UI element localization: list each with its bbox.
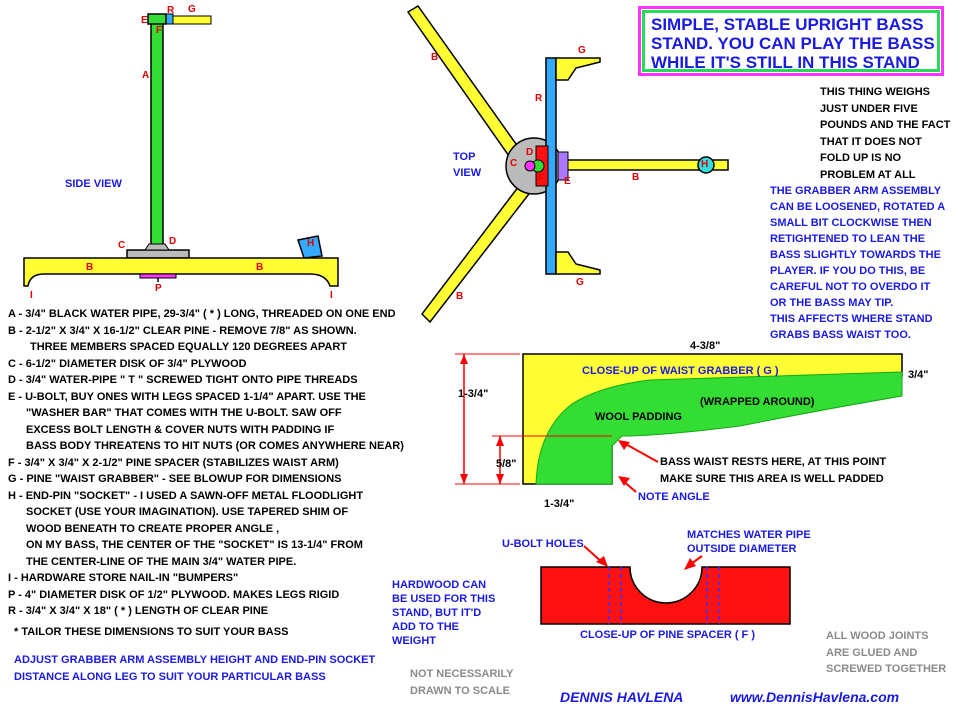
side-label-e: E [141,15,148,26]
part-h-cont-2: WOOD BENEATH TO CREATE PROPER ANGLE , [26,522,280,535]
side-view-drawing [24,14,338,286]
spacer-body [541,567,790,624]
parts-list [8,306,404,620]
rest-note: BASS WAIST RESTS HERE, AT THIS POINT MAKE SURE THIS AREA IS WELL PADDED [660,456,887,485]
part-b-cont: THREE MEMBERS SPACED EQUALLY 120 DEGREES APART [30,341,348,353]
leg-b-top-1 [408,6,526,166]
angle-note: NOTE ANGLE [638,491,710,503]
part-h-cont-4: THE CENTER-LINE OF THE MAIN 3/4" WATER PIPE. [26,555,297,568]
side-label-d: D [169,236,177,247]
wrapped-label: (WRAPPED AROUND) [700,396,815,408]
ubolt-label: U-BOLT HOLES [502,538,584,550]
side-label-p: P [155,283,162,294]
dim-top: 4-3/8" [690,340,721,352]
dim-bottom: 1-3/4" [544,498,575,510]
top-label-b3: B [632,172,640,183]
disk-p-side [140,274,176,278]
dim-right: 3/4" [908,369,929,381]
not-to-scale-note: NOT NECESSARILY DRAWN TO SCALE [410,668,514,697]
top-label-e: E [564,176,571,187]
dim-small: 5/8" [496,458,517,470]
side-label-b1: B [86,262,94,273]
side-label-c: C [118,240,126,251]
pine-spacer-closeup [541,546,790,624]
part-e-cont-1: "WASHER BAR" THAT COMES WITH THE U-BOLT. SAW OFF [26,407,342,419]
side-label-b2: B [256,262,264,273]
padding-label: WOOL PADDING [595,411,682,423]
leg-b-top-2 [422,182,532,322]
part-e-cont-2: EXCESS BOLT LENGTH & COVER NUTS WITH PADDING IF [26,423,335,436]
top-label-f: F [538,173,545,184]
top-view-caption: TOP VIEW [453,151,482,179]
waist-grabber-title: CLOSE-UP OF WAIST GRABBER ( G ) [582,365,779,377]
part-a: A - 3/4" BLACK WATER PIPE, 29-3/4" ( * ) LONG, THREADED ON ONE END [8,308,396,320]
side-label-g: G [188,4,196,15]
pipe-t-d-side [145,244,169,250]
side-label-a: A [142,70,150,81]
side-label-r: R [167,5,175,16]
part-f: F - 3/4" X 3/4" X 2-1/2" PINE SPACER (STABILIZES WAIST ARM) [8,456,339,469]
top-label-h: H [701,159,709,170]
top-label-c: C [510,158,518,169]
disk-c-side [127,250,189,258]
weight-note: THIS THING WEIGHS JUST UNDER FIVE POUNDS AND THE FACT THAT IT DOES NOT FOLD UP IS NO PROBLEM AT ALL [820,86,951,181]
side-view-caption: SIDE VIEW [65,178,122,190]
top-label-b1: B [431,52,439,63]
legs-b-side [24,258,338,286]
title-line-3: WHILE IT'S STILL IN THIS STAND [651,53,920,72]
top-label-d: D [526,147,534,158]
top-label-g1: G [578,45,586,56]
grabber-g-top-2 [556,252,600,274]
title-box [638,6,944,76]
top-label-g2: G [576,277,584,288]
pipe-a [151,22,163,248]
pipe-top-fitting [148,14,166,24]
part-e-cont-3: BASS BODY THREATENS TO HIT NUTS (OR COMES ANYWHERE NEAR) [26,440,404,452]
match-note: MATCHES WATER PIPE OUTSIDE DIAMETER [687,529,811,555]
part-b: B - 2-1/2" X 3/4" X 16-1/2" CLEAR PINE - REMOVE 7/8" AS SHOWN. [8,324,357,337]
glue-note: ALL WOOD JOINTS ARE GLUED AND SCREWED TOGETHER [826,630,947,675]
part-i: I - HARDWARE STORE NAIL-IN "BUMPERS" [8,572,239,584]
side-label-i1: I [30,290,33,301]
part-r: R - 3/4" X 3/4" X 18" ( * ) LENGTH OF CLEAR PINE [8,605,269,617]
part-d: D - 3/4" WATER-PIPE " T " SCREWED TIGHT ONTO PIPE THREADS [8,374,358,386]
part-h-cont-3: ON MY BASS, THE CENTER OF THE "SOCKET" IS 13-1/4" FROM [26,539,363,551]
part-h: H - END-PIN "SOCKET" - I USED A SAWN-OFF METAL FLOODLIGHT [8,489,364,502]
part-g: G - PINE "WAIST GRABBER" - SEE BLOWUP FOR DIMENSIONS [8,473,342,485]
grabber-note: THE GRABBER ARM ASSEMBLY CAN BE LOOSENED, ROTATED A SMALL BIT CLOCKWISE THEN RETIGHTENED TO LEAN THE BASS SLIGHTLY TOWARDS THE PLAYER. IF YOU DO THIS, BE CAREFUL NOT TO OVERDO IT OR THE BASS MAY TIP. THIS AFFECTS WHERE STAND GRABS BASS WAIST TOO. [770,185,946,341]
adjust-note: ADJUST GRABBER ARM ASSEMBLY HEIGHT AND END-PIN SOCKET DISTANCE ALONG LEG TO SUIT YOUR PARTICULAR BASS [14,654,376,683]
part-e: E - U-BOLT, BUY ONES WITH LEGS SPACED 1-1/4" APART. USE THE [8,390,366,403]
author-name: DENNIS HAVLENA [560,689,684,705]
part-p: P - 4" DIAMETER DISK OF 1/2" PLYWOOD. MAKES LEGS RIGID [8,588,340,601]
grabber-g-top-1 [556,58,600,80]
top-label-r: R [535,93,543,104]
side-label-i2: I [330,290,333,301]
part-c: C - 6-1/2" DIAMETER DISK OF 3/4" PLYWOOD [8,357,247,370]
hardwood-note: HARDWOOD CAN BE USED FOR THIS STAND, BUT IT'D ADD TO THE WEIGHT [392,579,496,647]
side-label-h: H [307,238,315,249]
g-block-side [171,16,211,24]
dim-left: 1-3/4" [458,388,489,400]
spacer-caption: CLOSE-UP OF PINE SPACER ( F ) [580,629,755,641]
website-link[interactable]: www.DennisHavlena.com [730,689,900,705]
title-line-2: STAND. YOU CAN PLAY THE BASS [651,34,935,53]
side-label-f: F [156,25,163,36]
top-label-b2: B [456,291,464,302]
title-line-1: SIMPLE, STABLE UPRIGHT BASS [651,15,924,34]
tailor-note: * TAILOR THESE DIMENSIONS TO SUIT YOUR BASS [14,626,289,638]
part-h-cont-1: SOCKET (USE YOUR IMAGINATION). USE TAPERED SHIM OF [26,506,349,518]
